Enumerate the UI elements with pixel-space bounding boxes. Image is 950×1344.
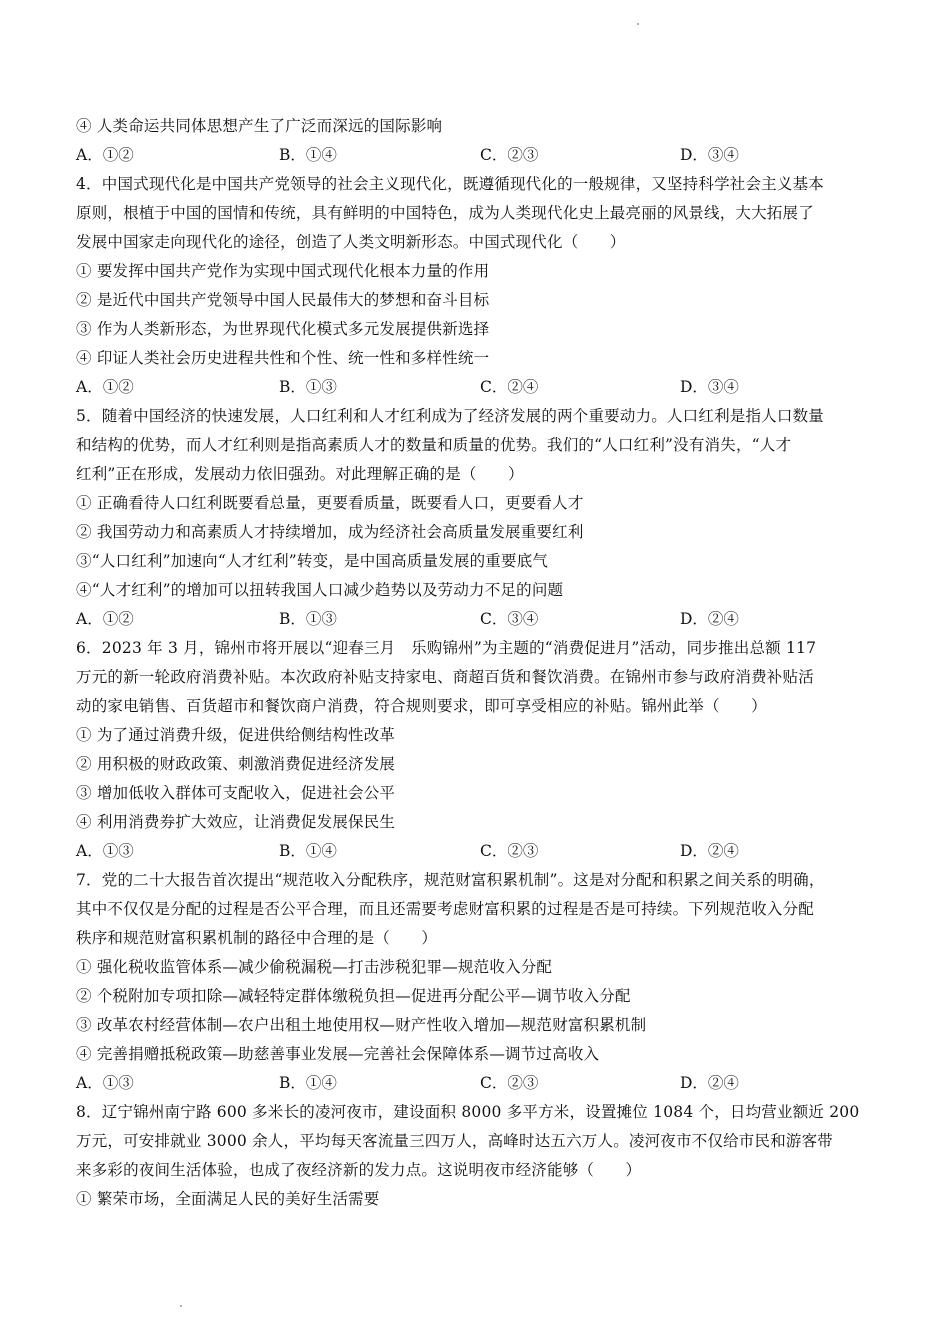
text-line: 5．随着中国经济的快速发展，人口红利和人才红利成为了经济发展的两个重要动力。人口红利是指人口数量 bbox=[76, 407, 824, 425]
answer-option-c: C．②③ bbox=[480, 1074, 539, 1092]
exam-questions-body bbox=[76, 112, 886, 1214]
answer-option-b: B．①③ bbox=[279, 378, 337, 396]
text-line: ③“人口红利”加速向“人才红利”转变，是中国高质量发展的重要底气 bbox=[76, 552, 549, 570]
answer-option-a: A．①③ bbox=[76, 1074, 134, 1092]
text-line: ③ 作为人类新形态，为世界现代化模式多元发展提供新选择 bbox=[76, 320, 490, 338]
answer-option-a: A．①② bbox=[76, 146, 134, 164]
text-line: 4．中国式现代化是中国共产党领导的社会主义现代化，既遵循现代化的一般规律，又坚持科学社会主义基本 bbox=[76, 175, 824, 193]
text-line: 万元，可安排就业 3000 余人，平均每天客流量三四万人，高峰时达五六万人。凌河夜市不仅给市民和游客带 bbox=[76, 1132, 834, 1150]
answer-option-b: B．①③ bbox=[279, 610, 337, 628]
text-line: 秩序和规范财富积累机制的路径中合理的是（ ） bbox=[76, 929, 438, 947]
answer-option-c: C．②③ bbox=[480, 842, 539, 860]
text-line: ② 是近代中国共产党领导中国人民最伟大的梦想和奋斗目标 bbox=[76, 291, 490, 309]
text-line: ④ 利用消费券扩大效应，让消费促发展保民生 bbox=[76, 813, 396, 831]
text-line: 发展中国家走向现代化的途径，创造了人类文明新形态。中国式现代化（ ） bbox=[76, 233, 626, 251]
text-line: ② 个税附加专项扣除—减轻特定群体缴税负担—促进再分配公平—调节收入分配 bbox=[76, 987, 631, 1005]
answer-option-a: A．①③ bbox=[76, 842, 134, 860]
text-line: ① 强化税收监管体系—减少偷税漏税—打击涉税犯罪—规范收入分配 bbox=[76, 958, 553, 976]
text-line: 8．辽宁锦州南宁路 600 多米长的凌河夜市，建设面积 8000 多平方米，设置摊位 1084 个，日均营业额近 200 bbox=[76, 1103, 860, 1121]
answer-option-c: C．②④ bbox=[480, 378, 539, 396]
text-line: ③ 增加低收入群体可支配收入，促进社会公平 bbox=[76, 784, 396, 802]
answer-options-row bbox=[76, 837, 886, 866]
answer-option-a: A．①② bbox=[76, 610, 134, 628]
text-line: ① 繁荣市场，全面满足人民的美好生活需要 bbox=[76, 1190, 380, 1208]
text-line: 动的家电销售、百货超市和餐饮商户消费，符合规则要求，即可享受相应的补贴。锦州此举（ ） bbox=[76, 697, 767, 715]
answer-options-row bbox=[76, 1069, 886, 1098]
answer-option-d: D．②④ bbox=[680, 1074, 739, 1092]
answer-option-b: B．①④ bbox=[279, 1074, 337, 1092]
text-line: 原则，根植于中国的国情和传统，具有鲜明的中国特色，成为人类现代化史上最亮丽的风景线，大大拓展了 bbox=[76, 204, 814, 222]
answer-options-row bbox=[76, 373, 886, 402]
text-line: ③ 改革农村经营体制—农户出租土地使用权—财产性收入增加—规范财富积累机制 bbox=[76, 1016, 647, 1034]
answer-option-d: D．②④ bbox=[680, 842, 739, 860]
answer-options-row bbox=[76, 141, 886, 170]
bottom-scan-dot bbox=[180, 1305, 182, 1307]
text-line: ① 要发挥中国共产党作为实现中国式现代化根本力量的作用 bbox=[76, 262, 490, 280]
text-line: ④ 完善捐赠抵税政策—助慈善事业发展—完善社会保障体系—调节过高收入 bbox=[76, 1045, 600, 1063]
answer-options-row bbox=[76, 605, 886, 634]
top-scan-dot bbox=[637, 23, 639, 25]
answer-option-d: D．③④ bbox=[680, 378, 739, 396]
answer-option-c: C．②③ bbox=[480, 146, 539, 164]
answer-option-d: D．②④ bbox=[680, 610, 739, 628]
text-line: ④ 印证人类社会历史进程共性和个性、统一性和多样性统一 bbox=[76, 349, 490, 367]
text-line: ① 正确看待人口红利既要看总量，更要看质量，既要看人口，更要看人才 bbox=[76, 494, 584, 512]
text-line: ④ 人类命运共同体思想产生了广泛而深远的国际影响 bbox=[76, 117, 443, 135]
text-line: 7．党的二十大报告首次提出“规范收入分配秩序，规范财富积累机制”。这是对分配和积累之间关系的明确， bbox=[76, 871, 825, 889]
text-line: 和结构的优势，而人才红利则是指高素质人才的数量和质量的优势。我们的“人口红利”没有消失，“人才 bbox=[76, 436, 792, 454]
answer-option-c: C．③④ bbox=[480, 610, 539, 628]
answer-option-a: A．①② bbox=[76, 378, 134, 396]
answer-option-b: B．①④ bbox=[279, 146, 337, 164]
text-line: 红利”正在形成，发展动力依旧强劲。对此理解正确的是（ ） bbox=[76, 465, 524, 483]
text-line: ② 用积极的财政政策、刺激消费促进经济发展 bbox=[76, 755, 396, 773]
text-line: 其中不仅仅是分配的过程是否公平合理，而且还需要考虑财富积累的过程是否是可持续。下列规范收入分配 bbox=[76, 900, 814, 918]
text-line: 6．2023 年 3 月，锦州市将开展以“迎春三月 乐购锦州”为主题的“消费促进月”活动，同步推出总额 117 bbox=[76, 639, 817, 657]
text-line: ② 我国劳动力和高素质人才持续增加，成为经济社会高质量发展重要红利 bbox=[76, 523, 584, 541]
answer-option-b: B．①④ bbox=[279, 842, 337, 860]
text-line: ④“人才红利”的增加可以扭转我国人口减少趋势以及劳动力不足的问题 bbox=[76, 581, 564, 599]
text-line: 万元的新一轮政府消费补贴。本次政府补贴支持家电、商超百货和餐饮消费。在锦州市参与政府消费补贴活 bbox=[76, 668, 814, 686]
text-line: ① 为了通过消费升级，促进供给侧结构性改革 bbox=[76, 726, 396, 744]
text-line: 来多彩的夜间生活体验，也成了夜经济新的发力点。这说明夜市经济能够（ ） bbox=[76, 1161, 642, 1179]
answer-option-d: D．③④ bbox=[680, 146, 739, 164]
